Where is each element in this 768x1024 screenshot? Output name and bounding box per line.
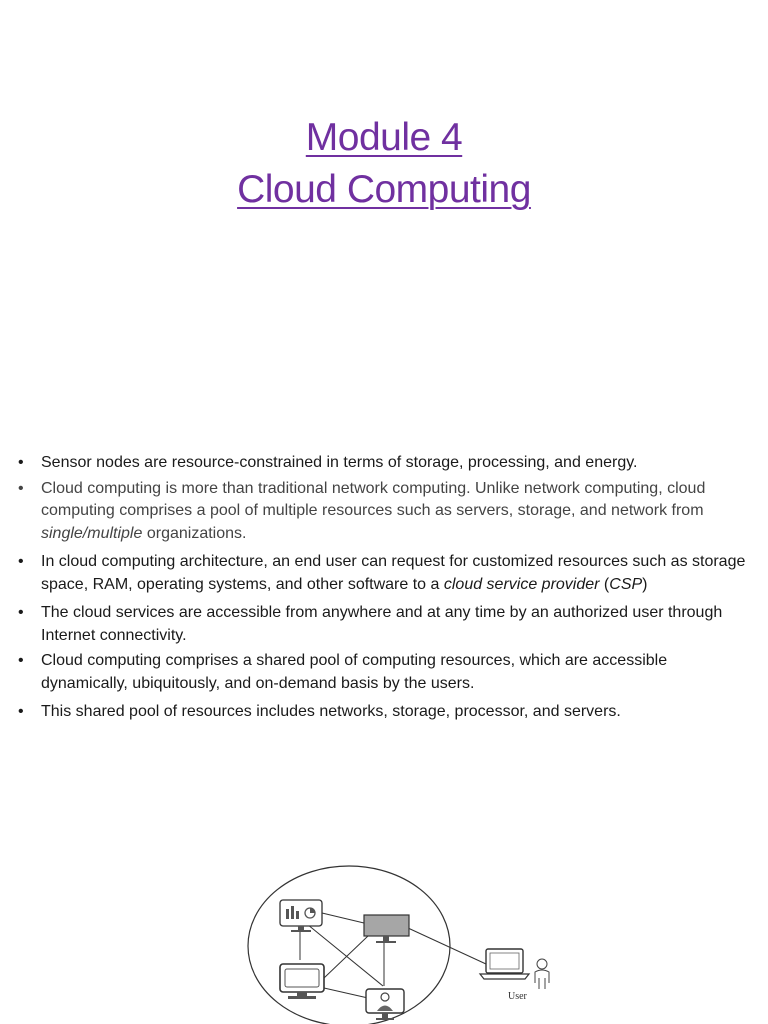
bullet-text: Sensor nodes are resource-constrained in terms of storage, processing, and energy. xyxy=(41,454,638,471)
laptop-icon xyxy=(480,949,529,979)
desktop-monitor-icon xyxy=(280,964,324,999)
title-line-topic: Cloud Computing xyxy=(237,168,531,211)
bullet-text: organizations. xyxy=(142,524,247,542)
bullet-marker: • xyxy=(18,553,24,570)
bullet-text: Cloud computing is more than traditional network computing. Unlike network computing, cloud computing comprises a pool of multiple resources such as servers, storage, and network from xyxy=(41,479,706,519)
link-line xyxy=(322,913,364,923)
bullet-list xyxy=(18,452,756,729)
bullet-marker: • xyxy=(18,604,24,621)
user-person-icon xyxy=(535,959,549,989)
bullet-text: ) xyxy=(642,575,648,593)
bullet-marker: • xyxy=(18,479,24,497)
bullet-text: In cloud computing architecture, an end user can request for customized resources such as storage space, RAM, operating systems, and other software to a xyxy=(41,553,746,593)
cloud-network-diagram xyxy=(240,858,570,1024)
bullet-text: Cloud computing comprises a shared pool of computing resources, which are accessible dynamically, ubiquitously, and on-demand basis by the users. xyxy=(41,652,668,692)
bullet-text-italic: cloud service provider xyxy=(443,575,600,593)
slide-title xyxy=(0,112,768,216)
bullet-marker: • xyxy=(18,454,24,471)
link-line xyxy=(324,936,368,978)
cloud-boundary xyxy=(248,866,450,1024)
bullet-item xyxy=(18,602,756,647)
bullet-text: The cloud services are accessible from anywhere and at any time by an authorized user through Internet connectivity. xyxy=(41,604,723,644)
bullet-item xyxy=(18,478,756,546)
bullet-item xyxy=(18,551,756,596)
link-line xyxy=(408,928,486,964)
bullet-text: ( xyxy=(599,575,610,593)
bullet-item xyxy=(18,701,756,724)
bullet-marker: • xyxy=(18,703,24,720)
bullet-marker: • xyxy=(18,652,24,669)
bullet-text-italic: single/multiple xyxy=(41,524,143,542)
analytics-monitor-icon xyxy=(280,900,322,932)
user-label: User xyxy=(508,991,527,1002)
bullet-item xyxy=(18,452,756,475)
link-line xyxy=(324,988,368,998)
server-display-icon xyxy=(364,915,409,943)
bullet-text-italic: CSP xyxy=(609,575,643,593)
title-line-module: Module 4 xyxy=(305,116,463,159)
bullet-item xyxy=(18,650,756,695)
bullet-text: This shared pool of resources includes networks, storage, processor, and servers. xyxy=(41,703,621,720)
